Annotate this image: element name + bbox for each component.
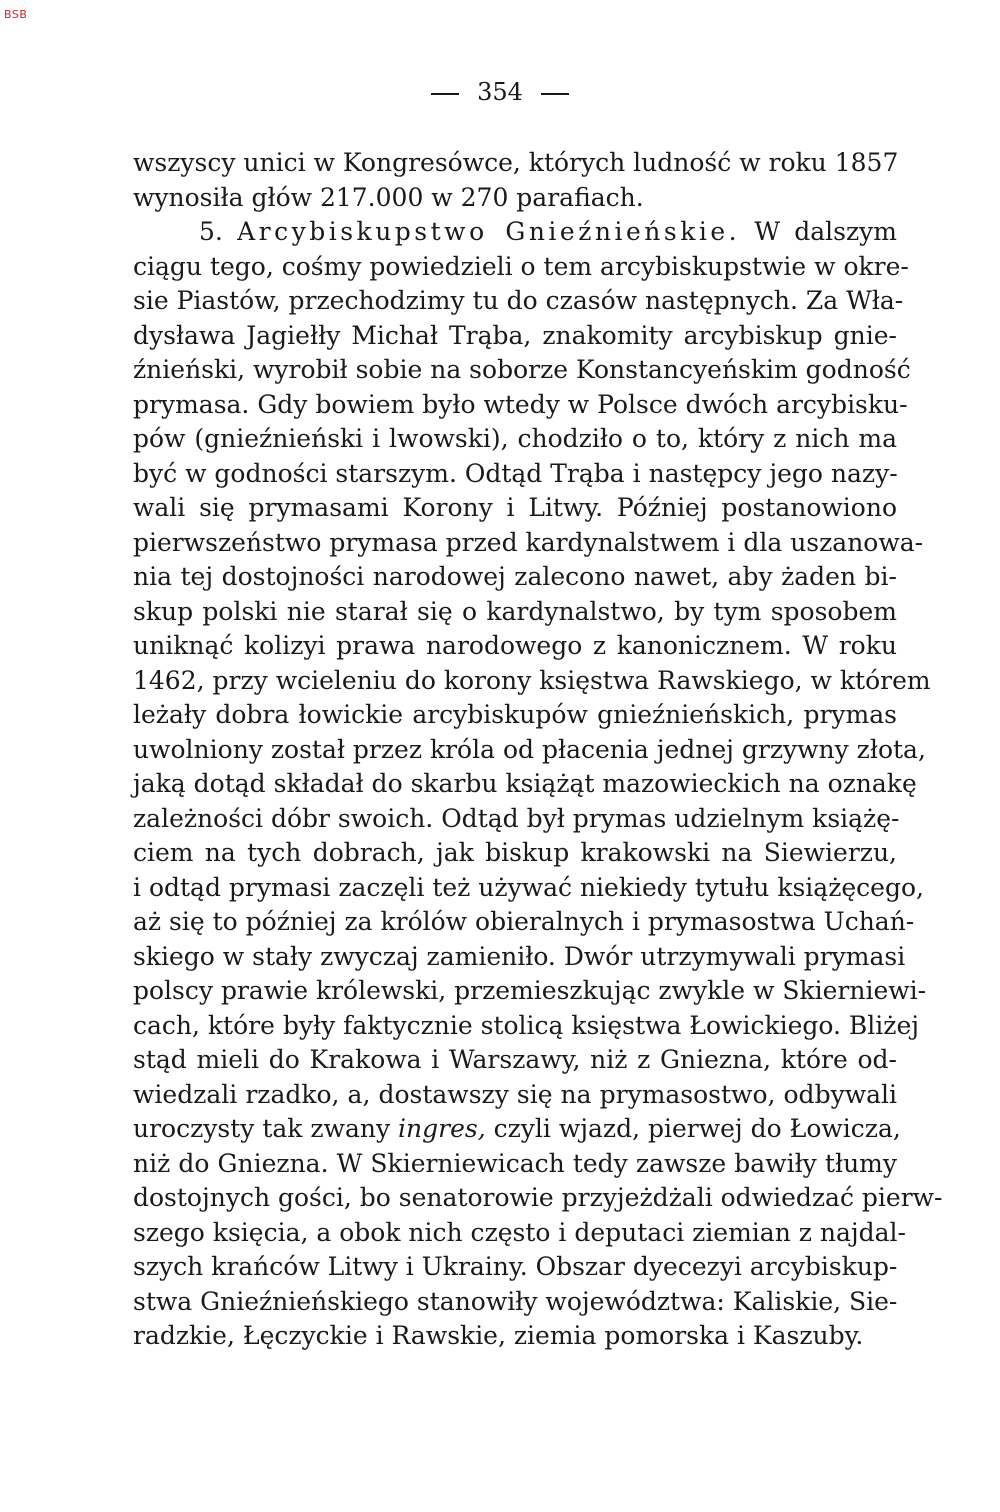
text-line: pów (gnieźnieński i lwowski), chodziło o to, który z nich ma [133,424,897,453]
text-line: wiedzali rzadko, a, dostawszy się na prymasostwo, odbywali [133,1079,897,1109]
text-line: cach, które były faktycznie stolicą księstwa Łowickiego. Bliżej [133,1010,919,1040]
text-line: stąd mieli do Krakowa i Warszawy, niż z Gniezna, które od- [133,1045,897,1074]
text-line: wali się prymasami Korony i Litwy. Później postanowiono [133,493,897,522]
text-run: W dalszym [740,217,897,246]
text-line: ciągu tego, cośmy powiedzieli o tem arcybiskupstwie w okre- [133,251,909,281]
text-line: ciem na tych dobrach, jak biskup krakowski na Siewierzu, [133,838,897,867]
text-line: być w godności starszym. Odtąd Trąba i następcy jego nazy- [133,458,898,488]
text-line: niż do Gniezna. W Skierniewicach tedy zawsze bawiły tłumy [133,1148,897,1178]
section-number: 5. [199,217,238,246]
text-line: prymasa. Gdy bowiem było wtedy w Polsce dwóch arcybisku- [133,389,908,419]
section-title: Arcybiskupstwo Gnieźnieńskie. [237,217,741,246]
text-line: pierwszeństwo prymasa przed kardynalstwem i dla uszanowa- [133,527,924,557]
text-line: szego księcia, a obok nich często i deputaci ziemian z najdal- [133,1217,906,1247]
text-line: zależności dóbr swoich. Odtąd był prymas udzielnym książę- [133,803,900,833]
text-line: szych krańców Litwy i Ukrainy. Obszar dyecezyi arcybiskup- [133,1252,898,1281]
body-text [133,146,943,1354]
text-run: czyli wjazd, pierwej do Łowicza, [485,1114,901,1143]
text-line: sie Piastów, przechodzimy tu do czasów następnych. Za Wła- [133,286,904,315]
section-heading-line [133,215,897,250]
text-line-with-italic [133,1112,901,1147]
text-line: źnieński, wyrobił sobie na soborze Konstancyeńskim godność [133,355,911,384]
text-line: stwa Gnieźnieńskiego stanowiły województwa: Kaliskie, Sie- [133,1286,898,1316]
text-line: 1462, przy wcieleniu do korony księstwa Rawskiego, w którem [133,665,931,695]
text-line: dysława Jagiełły Michał Trąba, znakomity arcybiskup gnie- [133,320,897,350]
text-line: nia tej dostojności narodowej zalecono nawet, aby żaden bi- [133,562,897,591]
right-dash [541,93,569,95]
text-run: uroczysty tak zwany [133,1114,399,1143]
text-line: aż się to później za królów obieralnych i prymasostwa Uchań- [133,907,915,936]
text-line: uwolniony został przez króla od płacenia jednej grzywny złota, [133,734,926,764]
text-line: radzkie, Łęczyckie i Rawskie, ziemia pomorska i Kaszuby. [133,1321,864,1350]
text-line: uniknąć kolizyi prawa narodowego z kanonicznem. W roku [133,631,897,660]
text-line: wynosiła głów 217.000 w 270 parafiach. [133,182,644,212]
text-line: polscy prawie królewski, przemieszkując zwykle w Skierniewi- [133,976,927,1005]
text-line: skiego w stały zwyczaj zamieniło. Dwór utrzymywali prymasi [133,941,906,971]
text-line: dostojnych gości, bo senatorowie przyjeżdżali odwiedzać pierw- [133,1183,943,1212]
bsb-watermark: BSB [4,8,28,21]
text-line: wszyscy unici w Kongresówce, których ludność w roku 1857 [133,148,899,177]
page-number: 354 [477,78,523,106]
text-line: skup polski nie starał się o kardynalstwo, by tym sposobem [133,596,897,626]
text-line: jaką dotąd składał do skarbu książąt mazowieckich na oznakę [133,769,917,798]
text-line: leżały dobra łowickie arcybiskupów gnieźnieńskich, prymas [133,700,897,729]
page-number-header [0,78,1000,106]
text-line: i odtąd prymasi zaczęli też używać niekiedy tytułu książęcego, [133,872,924,902]
italic-term: ingres, [398,1114,486,1143]
left-dash [431,93,459,95]
